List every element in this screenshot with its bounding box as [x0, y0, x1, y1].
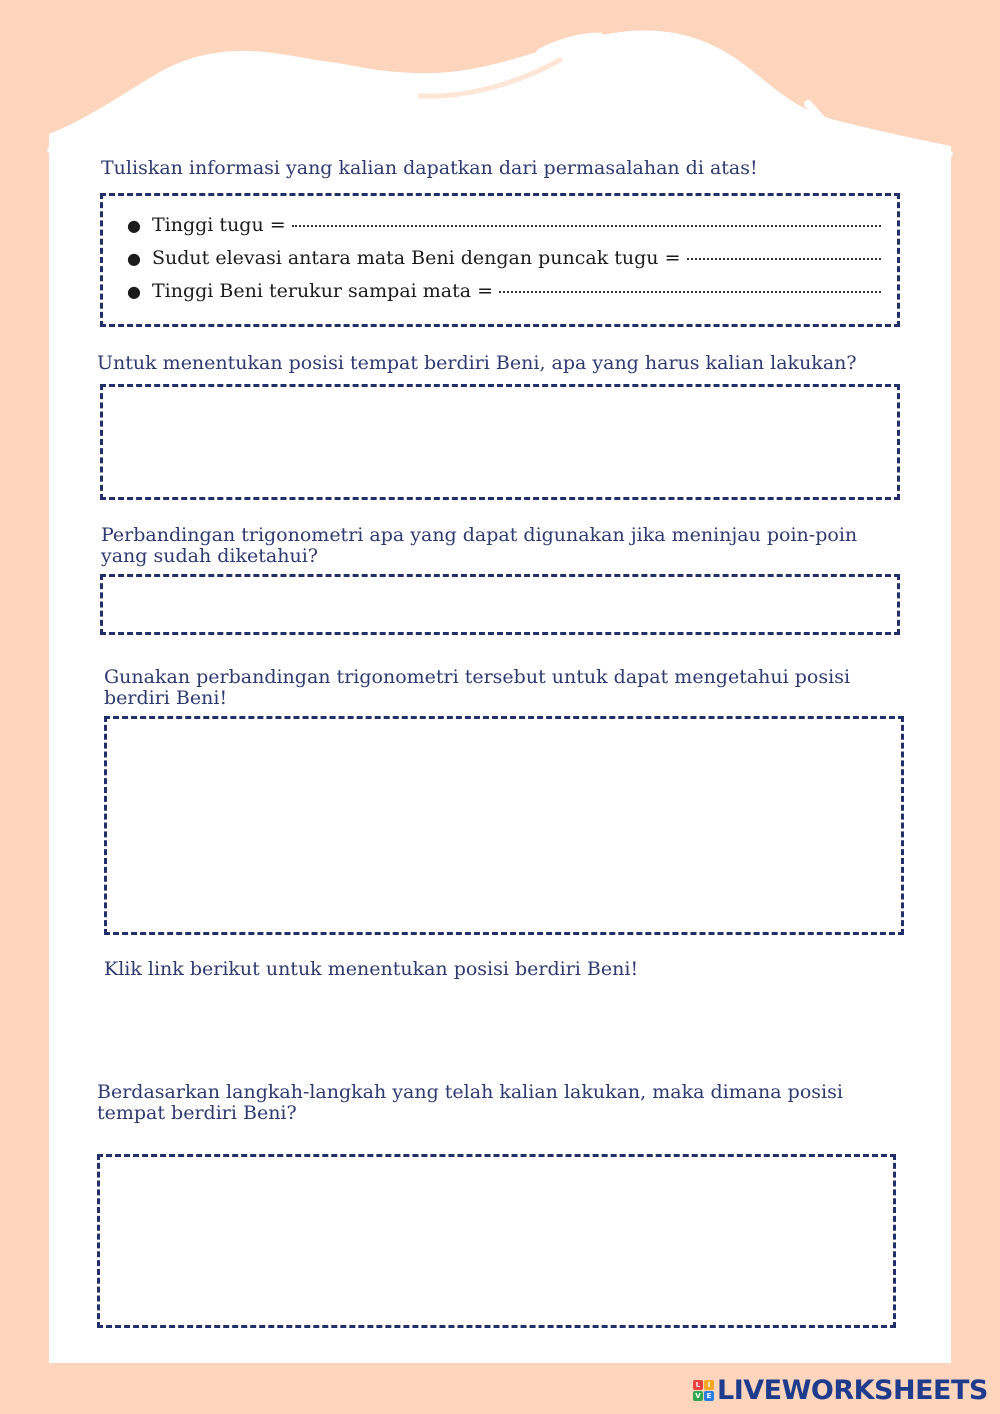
answer-dotted-line[interactable] [687, 258, 881, 260]
answer-box-final-position[interactable] [97, 1154, 896, 1328]
liveworksheets-logo[interactable] [693, 1374, 988, 1406]
bullet: ● [127, 282, 141, 301]
question-line: Berdasarkan langkah-langkah yang telah kalian lakukan, maka dimana posisi [97, 1081, 843, 1103]
list-item-tinggi-beni [127, 280, 881, 313]
logo-tile: V [693, 1391, 703, 1401]
question-what-to-do: Untuk menentukan posisi tempat berdiri Beni, apa yang harus kalian lakukan? [97, 352, 857, 374]
answer-dotted-line[interactable] [292, 225, 881, 227]
question-known-info: Tuliskan informasi yang kalian dapatkan dari permasalahan di atas! [101, 157, 758, 179]
answer-box-trig-ratio[interactable] [100, 574, 900, 635]
logo-tile: I [704, 1380, 714, 1390]
question-line: Gunakan perbandingan trigonometri tersebut untuk dapat mengetahui posisi [104, 666, 851, 688]
logo-tile: E [704, 1391, 714, 1401]
question-line: tempat berdiri Beni? [97, 1102, 297, 1124]
item-label: Tinggi Beni terukur sampai mata = [152, 280, 494, 302]
list-item-sudut-elevasi [127, 247, 881, 280]
question-line: yang sudah diketahui? [101, 545, 318, 567]
logo-tile: L [693, 1380, 703, 1390]
question-click-link: Klik link berikut untuk menentukan posisi berdiri Beni! [104, 958, 639, 980]
answer-box-use-trig[interactable] [104, 716, 904, 935]
question-use-trig [104, 667, 850, 709]
known-info-box [100, 193, 900, 327]
item-label: Sudut elevasi antara mata Beni dengan puncak tugu = [152, 247, 681, 269]
question-line: berdiri Beni! [104, 687, 228, 709]
item-label: Tinggi tugu = [152, 214, 286, 236]
bullet: ● [127, 216, 141, 235]
question-final-position [97, 1082, 843, 1124]
answer-box-what-to-do[interactable] [100, 384, 900, 500]
list-item-tinggi-tugu [127, 214, 881, 247]
logo-tiles-icon [693, 1380, 714, 1401]
answer-dotted-line[interactable] [499, 291, 881, 293]
logo-brand-text: LIVEWORKSHEETS [717, 1374, 988, 1406]
question-line: Perbandingan trigonometri apa yang dapat digunakan jika meninjau poin-poin [101, 524, 858, 546]
bullet: ● [127, 249, 141, 268]
known-info-list [127, 214, 881, 313]
question-trig-ratio [101, 525, 857, 567]
